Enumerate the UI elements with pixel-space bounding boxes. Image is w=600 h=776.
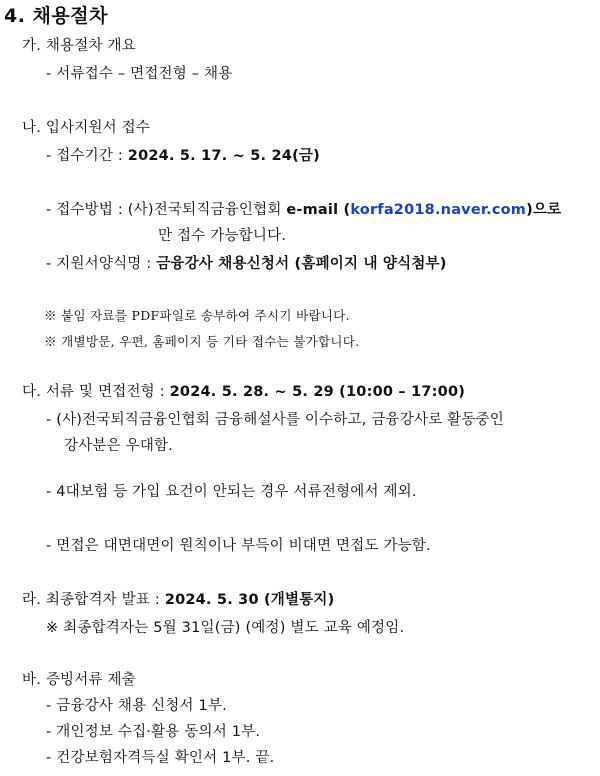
application-period-value: 2024. 5. 17. ~ 5. 24(금) [127, 148, 320, 164]
screening-interview: - 면접은 대면대면이 원칙이나 부득이 비대면 면접도 가능함. [46, 538, 431, 554]
documents-item: - 건강보험자격득실 확인서 1부. 끝. [46, 750, 275, 766]
application-note-pdf: ※ 붙임 자료를 PDF파일로 송부하여 주시기 바랍니다. [44, 308, 350, 323]
application-title: 나. 입사지원서 접수 [22, 120, 151, 136]
documents-title: 바. 증빙서류 제출 [22, 672, 136, 688]
documents-item: - 금융강사 채용 신청서 1부. [46, 698, 227, 714]
screening-title-value: 2024. 5. 28. ~ 5. 29 (10:00 – 17:00) [169, 384, 466, 400]
application-form-value: 금융강사 채용신청서 (홈페이지 내 양식첨부) [156, 256, 447, 272]
screening-exclusion: - 4대보험 등 가입 요건이 안되는 경우 서류전형에서 제외. [46, 484, 417, 500]
screening-title-label: 다. 서류 및 면접전형 : [22, 384, 170, 400]
screening-preference-continuation: 강사분은 우대함. [64, 438, 174, 454]
screening-preference: - (사)전국퇴직금융인협회 금융해설사를 이수하고, 금융강사로 활동중인 [46, 412, 505, 428]
application-email-label: e-mail ( [286, 202, 351, 218]
application-form-label: - 지원서양식명 : [46, 256, 157, 272]
screening-title [22, 382, 465, 402]
application-email-link[interactable]: korfa2018.naver.com [350, 202, 527, 218]
application-method-label: - 접수방법 : (사)전국퇴직금융인협회 [46, 202, 287, 218]
section-heading: 4. 채용절차 [4, 5, 108, 27]
application-period-label: - 접수기간 : [46, 148, 128, 164]
application-form [46, 254, 447, 274]
announcement-title [22, 590, 334, 610]
application-period [46, 146, 320, 166]
application-note-restriction: ※ 개별방문, 우편, 홈페이지 등 기타 접수는 불가합니다. [44, 334, 360, 349]
application-method-suffix: )으로 [526, 202, 562, 218]
application-method [46, 200, 561, 220]
announcement-title-value: 2024. 5. 30 (개별통지) [164, 592, 335, 608]
application-method-continuation: 만 접수 가능합니다. [158, 228, 287, 244]
overview-line: - 서류접수 – 면접전형 – 채용 [46, 66, 233, 82]
announcement-note: ※ 최종합격자는 5월 31일(금) (예정) 별도 교육 예정임. [46, 620, 405, 636]
announcement-title-label: 라. 최종합격자 발표 : [22, 592, 165, 608]
documents-item: - 개인정보 수집·활용 동의서 1부. [46, 724, 261, 740]
overview-title: 가. 채용절차 개요 [22, 38, 136, 54]
